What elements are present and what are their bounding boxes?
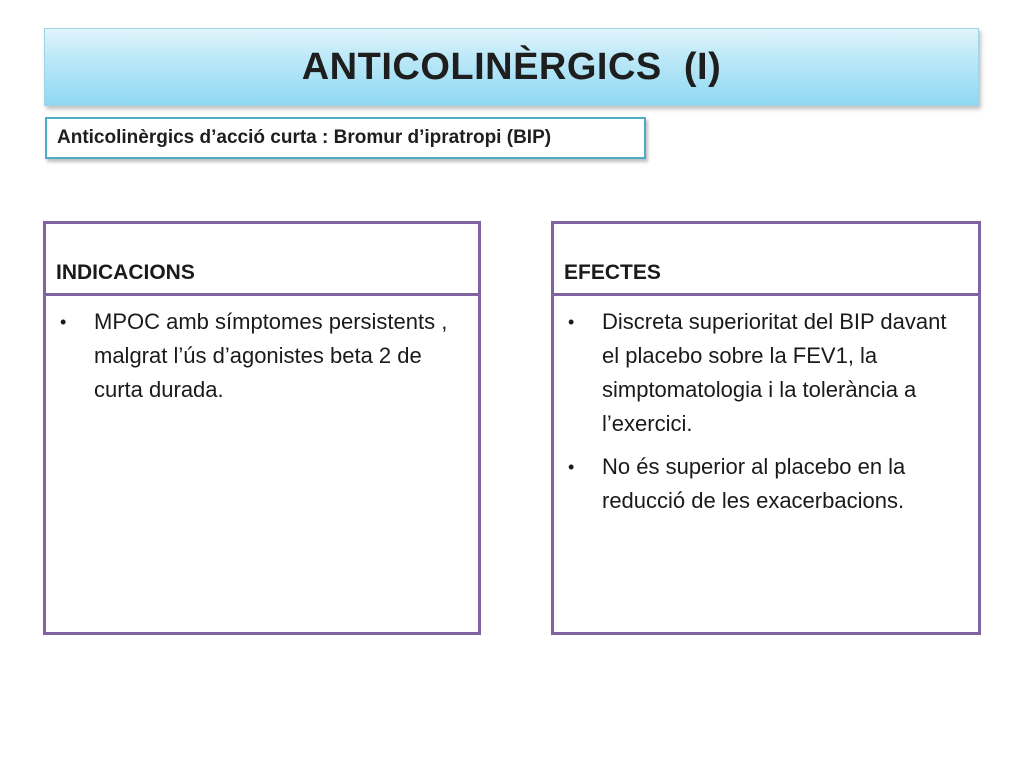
effects-list: [564, 305, 964, 518]
effects-panel-body: [554, 296, 978, 518]
bullet-text: MPOC amb símptomes persistents , malgrat l’ús d’agonistes beta 2 de curta durada.: [94, 309, 448, 402]
bullet-icon: •: [60, 312, 67, 332]
title-banner: [44, 28, 979, 106]
bullet-text: No és superior al placebo en la reducció de les exacerbacions.: [602, 454, 906, 513]
slide-subtitle: Anticolinèrgics d’acció curta : Bromur d’ipratropi (BIP): [57, 127, 552, 148]
bullet-icon: •: [568, 457, 575, 477]
effects-panel: [551, 221, 981, 635]
subtitle-box: [45, 117, 646, 159]
list-item: [564, 450, 964, 518]
indications-heading: INDICACIONS: [56, 261, 195, 284]
bullet-text: Discreta superioritat del BIP davant el placebo sobre la FEV1, la simptomatologia i la tolerància a l’exercici.: [602, 309, 947, 436]
list-item: [56, 305, 464, 407]
effects-panel-header: [554, 224, 978, 296]
indications-panel-header: [46, 224, 478, 296]
effects-heading: EFECTES: [564, 261, 661, 284]
indications-panel-body: [46, 296, 478, 407]
indications-panel: [43, 221, 481, 635]
slide-title: ANTICOLINÈRGICS (I): [301, 45, 722, 88]
bullet-icon: •: [568, 312, 575, 332]
list-item: [564, 305, 964, 441]
indications-list: [56, 305, 464, 407]
